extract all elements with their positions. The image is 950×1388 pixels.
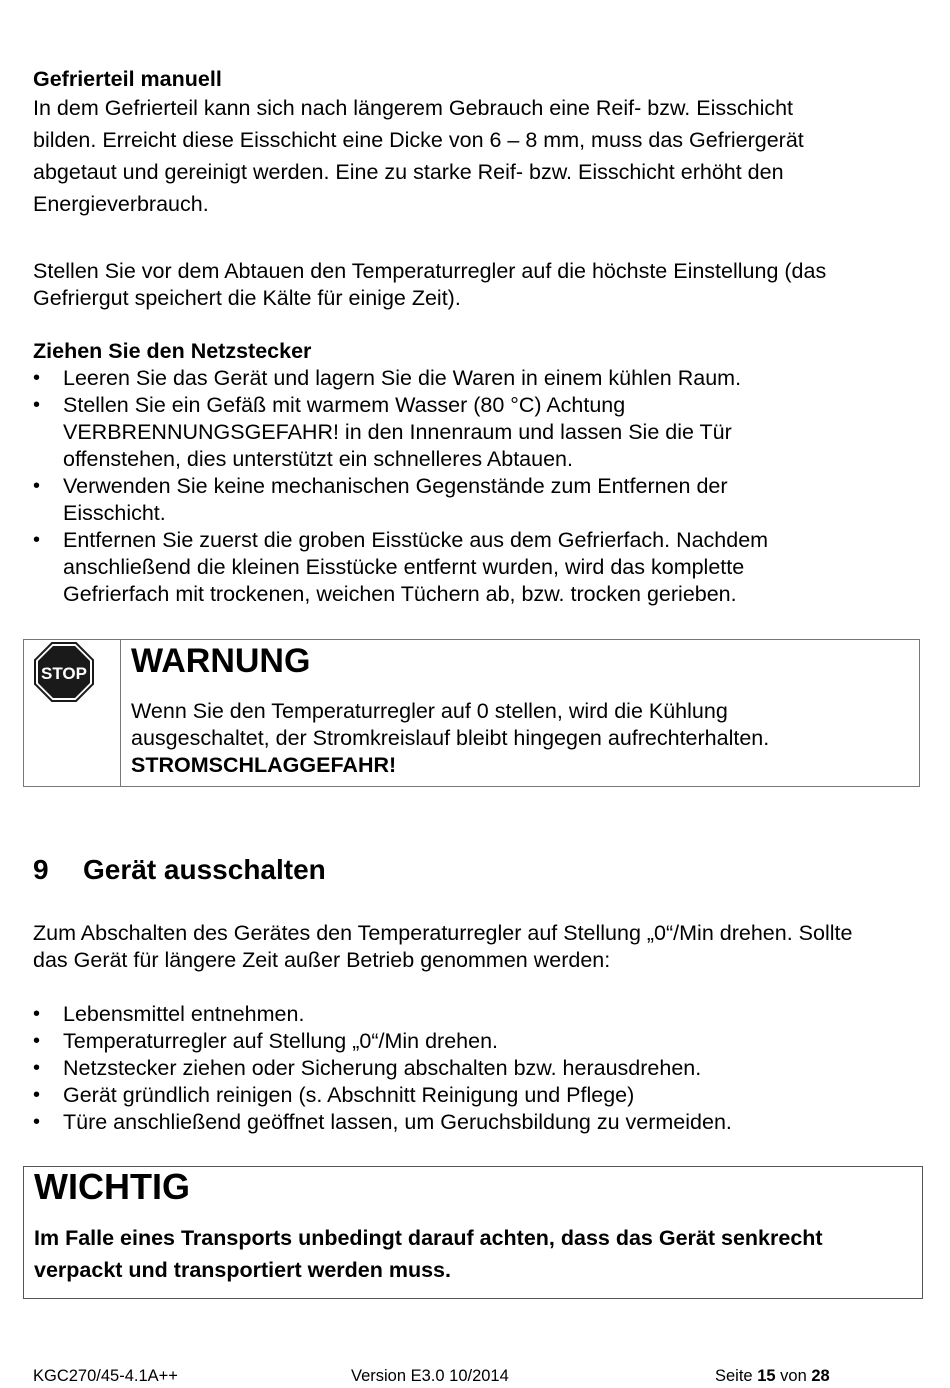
warning-divider	[120, 640, 121, 786]
important-text	[34, 1222, 823, 1286]
list-item-line: offenstehen, dies unterstützt ein schnelleres Abtauen.	[63, 447, 573, 471]
section-number: 9	[33, 854, 49, 885]
footer-page-total: 28	[811, 1367, 830, 1385]
footer-page-mid: von	[775, 1367, 812, 1385]
paragraph-line: Zum Abschalten des Gerätes den Temperaturregler auf Stellung „0“/Min drehen. Sollte	[33, 921, 853, 945]
paragraph-line: Gefriergut speichert die Kälte für einige Zeit).	[33, 286, 461, 310]
warning-text	[131, 698, 769, 779]
section-heading-freezer-manual: Gefrierteil manuell	[33, 67, 222, 91]
list-item	[0, 1109, 940, 1136]
list-item	[0, 392, 940, 473]
subheading-unplug: Ziehen Sie den Netzstecker	[33, 339, 312, 363]
warning-title: WARNUNG	[131, 642, 311, 680]
important-line: verpackt und transportiert werden muss.	[34, 1258, 451, 1282]
list-item-line: Entfernen Sie zuerst die groben Eisstücke aus dem Gefrierfach. Nachdem	[63, 528, 769, 552]
footer-version: Version E3.0 10/2014	[351, 1367, 509, 1385]
bullet-icon: •	[33, 1057, 41, 1079]
list-item-line: Lebensmittel entnehmen.	[63, 1002, 305, 1026]
footer-model: KGC270/45-4.1A++	[33, 1367, 178, 1385]
bullet-icon: •	[33, 1003, 41, 1025]
list-item-line: anschließend die kleinen Eisstücke entfernt wurden, wird das komplette	[63, 555, 745, 579]
bullet-icon: •	[33, 1111, 41, 1133]
list-item	[0, 1001, 940, 1028]
footer-page-number	[715, 1366, 830, 1386]
section-title: Gerät ausschalten	[83, 854, 326, 885]
warning-line: ausgeschaltet, der Stromkreislauf bleibt hingegen aufrechterhalten.	[131, 726, 770, 750]
switch-off-steps-list	[0, 1001, 940, 1136]
list-item	[0, 473, 940, 527]
warning-emphasis: STROMSCHLAGGEFAHR!	[131, 753, 397, 777]
paragraph-line: Stellen Sie vor dem Abtauen den Temperaturregler auf die höchste Einstellung (das	[33, 259, 827, 283]
list-item-line: Gefrierfach mit trockenen, weichen Tüchern ab, bzw. trocken gerieben.	[63, 582, 737, 606]
list-item	[0, 365, 940, 392]
important-box	[23, 1166, 923, 1299]
bullet-icon: •	[33, 1030, 41, 1052]
list-item-line: Gerät gründlich reinigen (s. Abschnitt Reinigung und Pflege)	[63, 1083, 635, 1107]
section-intro	[33, 920, 852, 974]
footer-page-current: 15	[757, 1367, 776, 1385]
bullet-icon: •	[33, 1084, 41, 1106]
important-line: Im Falle eines Transports unbedingt darauf achten, dass das Gerät senkrecht	[34, 1226, 823, 1250]
list-item	[0, 1082, 940, 1109]
bullet-icon: •	[33, 367, 41, 389]
list-item-line: Leeren Sie das Gerät und lagern Sie die Waren in einem kühlen Raum.	[63, 366, 742, 390]
paragraph-line: bilden. Erreicht diese Eisschicht eine Dicke von 6 – 8 mm, muss das Gefriergerät	[33, 128, 804, 152]
footer-page-prefix: Seite	[715, 1367, 758, 1385]
paragraph-line: In dem Gefrierteil kann sich nach längerem Gebrauch eine Reif- bzw. Eisschicht	[33, 96, 794, 120]
list-item-line: Eisschicht.	[63, 501, 166, 525]
bullet-icon: •	[33, 529, 41, 551]
list-item-line: Stellen Sie ein Gefäß mit warmem Wasser (80 °C) Achtung	[63, 393, 626, 417]
paragraph-line: das Gerät für längere Zeit außer Betrieb genommen werden:	[33, 948, 611, 972]
list-item-line: Verwenden Sie keine mechanischen Gegenstände zum Entfernen der	[63, 474, 728, 498]
stop-sign-icon	[32, 640, 96, 704]
important-title: WICHTIG	[34, 1166, 190, 1207]
list-item-line: Netzstecker ziehen oder Sicherung abschalten bzw. herausdrehen.	[63, 1056, 702, 1080]
list-item-line: VERBRENNUNGSGEFAHR! in den Innenraum und lassen Sie die Tür	[63, 420, 732, 444]
list-item-line: Temperaturregler auf Stellung „0“/Min drehen.	[63, 1029, 498, 1053]
bullet-icon: •	[33, 394, 41, 416]
warning-box	[23, 639, 920, 787]
paragraph-before-defrost	[33, 258, 826, 312]
paragraph-line: Energieverbrauch.	[33, 192, 209, 216]
list-item	[0, 1028, 940, 1055]
bullet-icon: •	[33, 475, 41, 497]
paragraph-ice-layer	[33, 92, 804, 220]
list-item-line: Türe anschließend geöffnet lassen, um Geruchsbildung zu vermeiden.	[63, 1110, 732, 1134]
list-item	[0, 1055, 940, 1082]
stop-sign-label: STOP	[41, 664, 87, 683]
paragraph-line: abgetaut und gereinigt werden. Eine zu starke Reif- bzw. Eisschicht erhöht den	[33, 160, 784, 184]
warning-line: Wenn Sie den Temperaturregler auf 0 stellen, wird die Kühlung	[131, 699, 728, 723]
defrost-steps-list	[0, 365, 940, 608]
list-item	[0, 527, 940, 608]
